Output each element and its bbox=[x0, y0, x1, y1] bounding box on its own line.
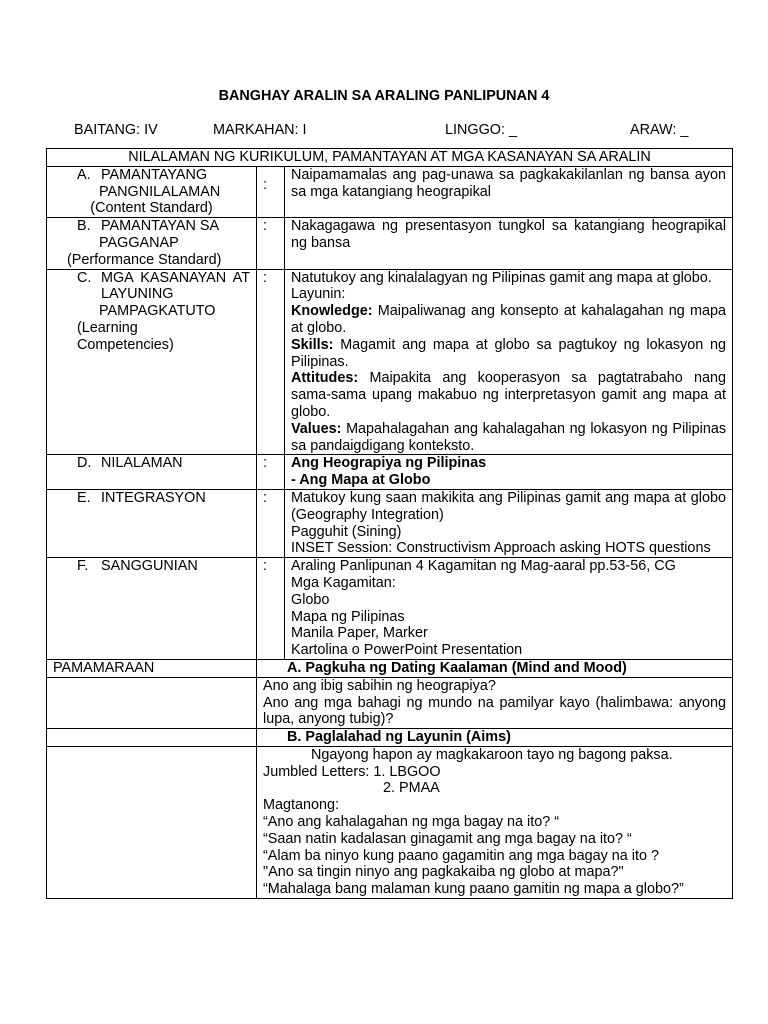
row-e-content-line1: Matukoy kung saan makikita ang Pilipinas gamit ang mapa at globo (Geography Integration) bbox=[291, 489, 727, 523]
row-sanggunian bbox=[47, 558, 733, 660]
row-d-label-text: NILALAMAN bbox=[101, 455, 183, 472]
row-c-label-line1: MGA KASANAYAN AT LAYUNING bbox=[101, 269, 250, 303]
row-d-letter: D. bbox=[77, 455, 92, 472]
pamamaraan-label: PAMAMARAAN bbox=[47, 659, 257, 677]
row-c-intro: Natutukoy ang kinalalagyan ng Pilipinas gamit ang mapa at globo. bbox=[291, 269, 712, 286]
row-d-content bbox=[285, 455, 733, 490]
knowledge-label: Knowledge: bbox=[291, 303, 373, 320]
row-c-colon-cell bbox=[257, 269, 285, 455]
pamamaraan-b-line6: “Saan natin kadalasan ginagamit ang mga bagay na ito? “ bbox=[263, 830, 632, 847]
pamamaraan-a-q2: Ano ang mga bahagi ng mundo na pamilyar kayo (halimbawa: anyong lupa, anyong tubig)? bbox=[263, 694, 727, 728]
attitudes-label: Attitudes: bbox=[291, 370, 359, 387]
row-a-label-line1: PAMANTAYANG bbox=[101, 166, 208, 183]
pamamaraan-b-line4: Magtanong: bbox=[263, 797, 340, 814]
row-b-colon-cell bbox=[257, 218, 285, 269]
row-d-colon-cell bbox=[257, 455, 285, 490]
row-f-label-text: SANGGUNIAN bbox=[101, 558, 198, 575]
row-e-letter: E. bbox=[77, 489, 91, 506]
values-label: Values: bbox=[291, 420, 342, 437]
row-c-label bbox=[47, 269, 257, 455]
lesson-plan-table bbox=[46, 148, 733, 899]
row-learning-competencies bbox=[47, 269, 733, 455]
pamamaraan-a-left bbox=[47, 677, 257, 728]
page-title: BANGHAY ARALIN SA ARALING PANLIPUNAN 4 bbox=[218, 88, 550, 104]
pamamaraan-a-q1: Ano ang ibig sabihin ng heograpiya? bbox=[263, 677, 496, 694]
row-a-label-line3: (Content Standard) bbox=[90, 200, 213, 217]
pamamaraan-b-line8: "Ano sa tingin ninyo ang pagkakaiba ng globo at mapa?" bbox=[263, 864, 624, 881]
linggo-label: LINGGO: _ bbox=[445, 122, 517, 138]
row-f-content bbox=[285, 558, 733, 660]
pamamaraan-b-line5: “Ano ang kahalagahan ng mga bagay na ito? “ bbox=[263, 814, 560, 831]
pamamaraan-b-line2: Jumbled Letters: 1. LBGOO bbox=[263, 763, 441, 780]
row-c-label-line3: (Learning bbox=[77, 319, 138, 336]
row-nilalaman bbox=[47, 455, 733, 490]
row-f-content-line1: Araling Panlipunan 4 Kagamitan ng Mag-aaral pp.53-56, CG bbox=[291, 558, 676, 575]
attitudes-text: Maipakita ang kooperasyon sa pagtatrabaho nang sama-sama upang makabuo ng interpretasyon gamit ang mapa at globo. bbox=[291, 370, 727, 420]
pamamaraan-a-heading: A. Pagkuha ng Dating Kaalaman (Mind and Mood) bbox=[257, 659, 733, 677]
row-f-content-line6: Kartolina o PowerPoint Presentation bbox=[291, 642, 523, 659]
row-integrasyon bbox=[47, 489, 733, 557]
row-c-label-line2: PAMPAGKATUTO bbox=[99, 303, 216, 320]
araw-label: ARAW: _ bbox=[630, 122, 689, 138]
row-f-letter: F. bbox=[77, 558, 89, 575]
row-b-colon: : bbox=[263, 218, 267, 235]
row-pamamaraan-b-body bbox=[47, 746, 733, 898]
row-f-content-line3: Globo bbox=[291, 591, 330, 608]
row-b-label-line3: (Performance Standard) bbox=[67, 251, 222, 268]
knowledge-text: Maipaliwanag ang konsepto at kahalagahan ng mapa at globo. bbox=[291, 303, 727, 336]
row-c-colon: : bbox=[263, 269, 267, 286]
row-f-label bbox=[47, 558, 257, 660]
row-a-colon: : bbox=[263, 176, 267, 193]
row-b-letter: B. bbox=[77, 218, 91, 235]
row-b-label bbox=[47, 218, 257, 269]
row-pamamaraan-b-heading bbox=[47, 729, 733, 747]
row-a-content: Naipamamalas ang pag-unawa sa pagkakakilanlan ng bansa ayon sa mga katangiang heograpikal bbox=[285, 166, 733, 217]
row-d-content-line2: - Ang Mapa at Globo bbox=[291, 472, 431, 489]
row-e-content bbox=[285, 489, 733, 557]
pamamaraan-b-line1: Ngayong hapon ay magkakaroon tayo ng bagong paksa. bbox=[311, 746, 673, 763]
row-f-content-line5: Manila Paper, Marker bbox=[291, 625, 428, 642]
row-e-colon-cell bbox=[257, 489, 285, 557]
row-a-label bbox=[47, 166, 257, 217]
row-pamamaraan-a-body bbox=[47, 677, 733, 728]
pamamaraan-b-line7: “Alam ba ninyo kung paano gagamitin ang mga bagay na ito ? bbox=[263, 847, 660, 864]
row-pamamaraan bbox=[47, 659, 733, 677]
row-c-layunin: Layunin: bbox=[291, 286, 346, 303]
section-heading: NILALAMAN NG KURIKULUM, PAMANTAYAN AT MGA KASANAYAN SA ARALIN bbox=[47, 149, 733, 167]
row-e-content-line3: INSET Session: Constructivism Approach asking HOTS questions bbox=[291, 540, 711, 557]
row-b-content: Nakagagawa ng presentasyon tungkol sa katangiang heograpikal ng bansa bbox=[285, 218, 733, 269]
pamamaraan-a-body bbox=[257, 677, 733, 728]
row-c-content bbox=[285, 269, 733, 455]
row-b-label-line2: PAGGANAP bbox=[99, 234, 179, 251]
baitang-label: BAITANG: IV bbox=[74, 122, 158, 138]
row-e-label-text: INTEGRASYON bbox=[101, 489, 206, 506]
skills-label: Skills: bbox=[291, 336, 334, 353]
skills-text: Magamit ang mapa at globo sa pagtukoy ng lokasyon ng Pilipinas. bbox=[291, 336, 727, 370]
row-c-label-line4: Competencies) bbox=[77, 336, 174, 353]
row-f-content-line2: Mga Kagamitan: bbox=[291, 574, 396, 591]
values-text: Mapahalagahan ang kahalagahan ng lokasyon ng Pilipinas sa pandaigdigang konteksto. bbox=[291, 420, 727, 454]
pamamaraan-b-left-head bbox=[47, 729, 257, 747]
row-performance-standard bbox=[47, 218, 733, 269]
pamamaraan-b-body bbox=[257, 746, 733, 898]
row-a-label-line2: PANGNILALAMAN bbox=[99, 183, 221, 200]
row-d-colon: : bbox=[263, 455, 267, 472]
row-f-content-line4: Mapa ng Pilipinas bbox=[291, 608, 405, 625]
row-content-standard bbox=[47, 166, 733, 217]
row-a-colon-cell bbox=[257, 166, 285, 217]
row-e-label bbox=[47, 489, 257, 557]
pamamaraan-b-heading: B. Paglalahad ng Layunin (Aims) bbox=[257, 729, 733, 747]
row-e-colon: : bbox=[263, 489, 267, 506]
markahan-label: MARKAHAN: I bbox=[213, 122, 307, 138]
pamamaraan-b-line3: 2. PMAA bbox=[383, 780, 440, 797]
row-f-colon-cell bbox=[257, 558, 285, 660]
row-b-label-line1: PAMANTAYAN SA bbox=[101, 218, 220, 235]
section-heading-row bbox=[47, 149, 733, 167]
pamamaraan-b-left bbox=[47, 746, 257, 898]
row-f-colon: : bbox=[263, 558, 267, 575]
row-c-letter: C. bbox=[77, 269, 92, 286]
row-d-label bbox=[47, 455, 257, 490]
pamamaraan-b-line9: “Mahalaga bang malaman kung paano gamitin ng mapa a globo?” bbox=[263, 881, 684, 898]
row-a-letter: A. bbox=[77, 166, 91, 183]
row-e-content-line2: Pagguhit (Sining) bbox=[291, 523, 402, 540]
row-d-content-line1: Ang Heograpiya ng Pilipinas bbox=[291, 455, 487, 472]
